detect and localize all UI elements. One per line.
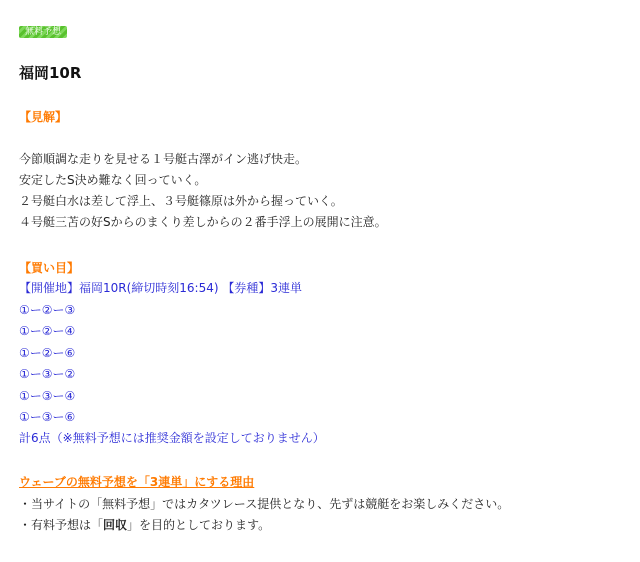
buy-heading: 【買い目】: [19, 261, 80, 275]
combo-total: 計6点（※無料予想には推奨金額を設定しておりません）: [19, 431, 325, 445]
reason-line: [19, 517, 270, 533]
reason-text: ・有料予想は「: [19, 518, 104, 532]
combo-item: ①ー②ー⑥: [19, 346, 76, 360]
view-line: ２号艇白水は差して浮上、３号艇篠原は外から握っていく。: [19, 194, 343, 208]
view-line: 安定したS決め難なく回っていく。: [19, 173, 207, 187]
venue-info: 【開催地】福岡10R(締切時刻16:54) 【券種】3連単: [19, 281, 303, 295]
combo-item: ①ー③ー④: [19, 389, 76, 403]
combo-item: ①ー③ー②: [19, 367, 76, 381]
reason-text: 」を目的としております。: [127, 518, 271, 532]
reason-heading: ウェーブの無料予想を「3連単」にする理由: [19, 475, 255, 489]
reason-strong-text: 回収: [103, 518, 128, 532]
combo-item: ①ー②ー④: [19, 324, 76, 338]
view-line: ４号艇三苫の好Sからのまくり差しからの２番手浮上の展開に注意。: [19, 215, 387, 229]
combo-item: ①ー③ー⑥: [19, 410, 76, 424]
view-heading: 【見解】: [19, 110, 68, 124]
view-line: 今節順調な走りを見せる１号艇古澤がイン逃げ快走。: [19, 152, 308, 166]
reason-line: ・当サイトの「無料予想」ではカタツレース提供となり、先ずは競艇をお楽しみください。: [19, 497, 510, 511]
page-title: 福岡10R: [19, 64, 82, 82]
combo-item: ①ー②ー③: [19, 303, 76, 317]
free-prediction-badge: 無料予想: [19, 26, 67, 38]
